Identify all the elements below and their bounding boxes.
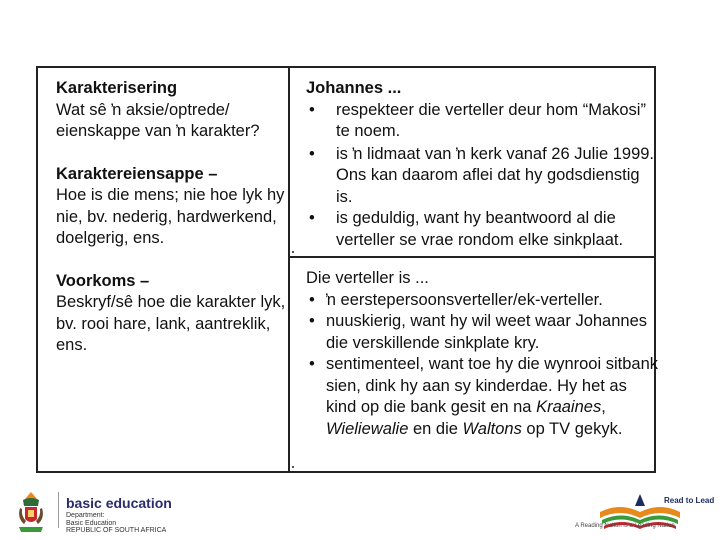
section-body: Beskryf/sê hoe die karakter lyk, bv. rooi hare, lank, aantreklik, ens. (56, 293, 286, 354)
read-to-lead-tagline: A Reading Nation is a Leading Nation (575, 523, 675, 529)
read-to-lead-title: Read to Lead (664, 496, 715, 505)
list-item-text (326, 355, 658, 438)
section-karakterisering (56, 78, 286, 143)
bullet-icon: • (309, 100, 315, 119)
johannes-title: Johannes ... (306, 79, 402, 97)
list-item-text: respekteer die verteller deur hom “Makosi” te noem. (336, 100, 646, 140)
list-item (306, 311, 658, 354)
content-table (36, 66, 659, 473)
section-body: Hoe is die mens; nie hoe lyk hy nie, bv. nederig, hardwerkend, doelgerig, ens. (56, 186, 285, 247)
johannes-cell (306, 78, 656, 251)
section-karaktereiensappe (56, 164, 286, 250)
row-divider (288, 256, 654, 258)
verteller-list (306, 290, 658, 441)
bullet-icon: • (309, 144, 315, 163)
tv-title-waltons: Waltons (462, 419, 522, 438)
footer (0, 478, 720, 540)
subtitle-line: REPUBLIC OF SOUTH AFRICA (66, 527, 167, 534)
column-divider (288, 68, 290, 471)
list-item (306, 144, 656, 209)
department-name: basic education (66, 495, 172, 511)
text-run: sentimenteel, want toe hy die wynrooi sitbank sien, dink hy aan sy kinderdae. Hy het as kind op die bank gesit en na (326, 355, 659, 416)
section-voorkoms (56, 271, 286, 357)
list-item-text: nuuskierig, want hy wil weet waar Johannes die verskillende sinkplate kry. (326, 312, 648, 352)
section-body: Wat sê ŉ aksie/optrede/ eienskappe van ŉ karakter? (56, 100, 260, 140)
text-run: en die (408, 419, 463, 438)
logo-divider (58, 492, 59, 528)
verteller-cell (306, 268, 658, 440)
department-subtitle (66, 512, 166, 535)
stray-mark (292, 251, 294, 253)
subtitle-line: Basic Education (66, 519, 117, 527)
list-item-text: is ŉ lidmaat van ŉ kerk vanaf 26 Julie 1999. Ons kan daarom aflei dat hy godsdienstig is. (336, 144, 655, 206)
bullet-icon: • (309, 312, 315, 330)
list-item (306, 100, 656, 143)
stray-mark (292, 466, 294, 468)
text-run: op TV gekyk. (521, 419, 623, 438)
section-title: Voorkoms – (56, 271, 150, 290)
bullet-icon: • (309, 290, 315, 309)
list-item-text: is geduldig, want hy beantwoord al die verteller se vrae rondom elke sinkplaat. (336, 209, 624, 249)
coat-of-arms-icon (14, 490, 48, 534)
list-item (306, 290, 658, 312)
subtitle-line: Department: (66, 512, 105, 519)
left-column (56, 78, 286, 378)
text-run: , (601, 398, 606, 416)
section-title: Karaktereiensappe – (56, 164, 218, 183)
list-item (306, 354, 658, 440)
list-item-text: ŉ eerstepersoonsverteller/ek-verteller. (326, 290, 603, 309)
bullet-icon: • (309, 209, 315, 227)
list-item (306, 208, 656, 251)
verteller-intro: Die verteller is ... (306, 269, 429, 287)
tv-title-wieliewalie: Wieliewalie (326, 419, 409, 438)
section-title: Karakterisering (56, 79, 178, 97)
bullet-icon: • (309, 355, 315, 373)
tv-title-kraaines: Kraaines (536, 398, 602, 416)
johannes-list (306, 100, 656, 252)
